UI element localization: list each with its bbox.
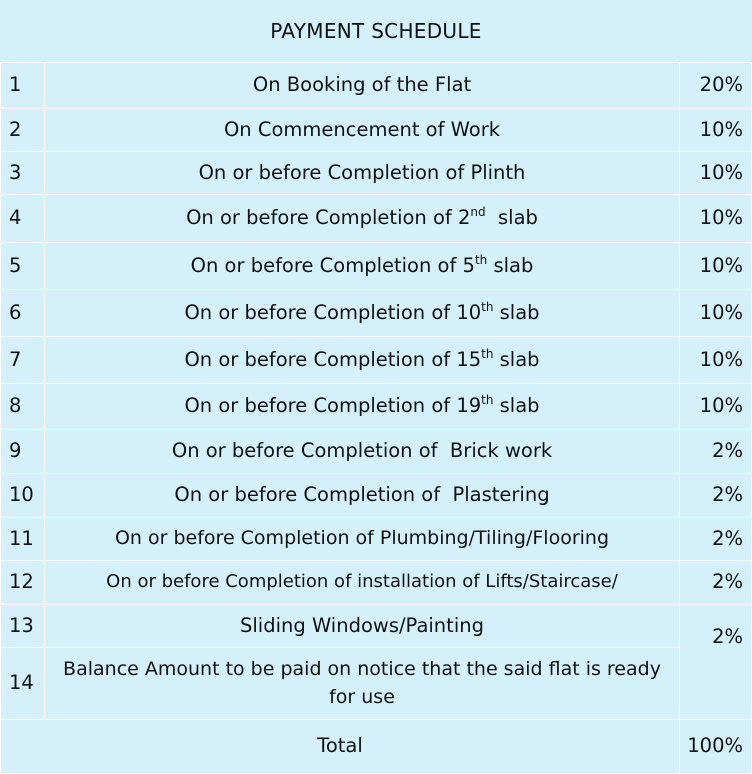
row-percentage: 10%	[680, 109, 752, 152]
row-description: On or before Completion of Plinth	[45, 152, 680, 195]
row-number: 2	[1, 109, 45, 152]
table-row	[1, 152, 752, 195]
row-percentage: 2%	[680, 518, 752, 561]
row-number: 12	[1, 561, 45, 605]
table-row	[1, 109, 752, 152]
row-description: On or before Completion of Plastering	[45, 474, 680, 518]
row-number: 11	[1, 518, 45, 561]
row-description: On or before Completion of Plumbing/Tiling/Flooring	[45, 518, 680, 561]
table-row	[1, 337, 752, 384]
row-description: On Booking of the Flat	[45, 63, 680, 109]
row-number: 4	[1, 195, 45, 243]
row-description: On or before Completion of 10th slab	[45, 290, 680, 337]
table-row	[1, 518, 752, 561]
row-number: 3	[1, 152, 45, 195]
row-percentage: 10%	[680, 195, 752, 243]
row-description: On or before Completion of 2nd slab	[45, 195, 680, 243]
row-percentage: 2%	[680, 561, 752, 605]
row-description: On or before Completion of 19th slab	[45, 384, 680, 430]
row-percentage: 2%	[680, 474, 752, 518]
page-title: PAYMENT SCHEDULE	[270, 19, 482, 43]
table-row	[1, 430, 752, 474]
row-percentage: 20%	[680, 63, 752, 109]
row-percentage: 10%	[680, 290, 752, 337]
table-row	[1, 474, 752, 518]
row-percentage: 10%	[680, 243, 752, 290]
row-number: 9	[1, 430, 45, 474]
row-description: On or before Completion of Brick work	[45, 430, 680, 474]
row-description: Sliding Windows/Painting	[45, 605, 680, 648]
row-percentage: 10%	[680, 152, 752, 195]
row-description: On Commencement of Work	[45, 109, 680, 152]
row-number: 1	[1, 63, 45, 109]
row-number: 6	[1, 290, 45, 337]
row-number: 13	[1, 605, 45, 648]
total-percentage: 100%	[680, 720, 752, 774]
total-label: Total	[1, 720, 680, 774]
total-row	[1, 720, 752, 774]
table-row	[1, 290, 752, 337]
row-number: 10	[1, 474, 45, 518]
payment-schedule-table	[0, 62, 752, 774]
table-row	[1, 605, 752, 648]
row-percentage: 10%	[680, 384, 752, 430]
row-description: On or before Completion of installation of Lifts/Staircase/	[45, 561, 680, 605]
row-number: 7	[1, 337, 45, 384]
row-number: 5	[1, 243, 45, 290]
row-description: On or before Completion of 15th slab	[45, 337, 680, 384]
row-number: 8	[1, 384, 45, 430]
table-row	[1, 561, 752, 605]
row-percentage: 2%	[680, 430, 752, 474]
row-description: Balance Amount to be paid on notice that the said flat is ready for use	[45, 648, 680, 720]
merged-percentage: 2%	[680, 605, 752, 720]
table-row	[1, 195, 752, 243]
row-description: On or before Completion of 5th slab	[45, 243, 680, 290]
table-row	[1, 648, 752, 720]
table-row	[1, 243, 752, 290]
row-percentage: 10%	[680, 337, 752, 384]
table-row	[1, 384, 752, 430]
row-number: 14	[1, 648, 45, 720]
table-row	[1, 63, 752, 109]
